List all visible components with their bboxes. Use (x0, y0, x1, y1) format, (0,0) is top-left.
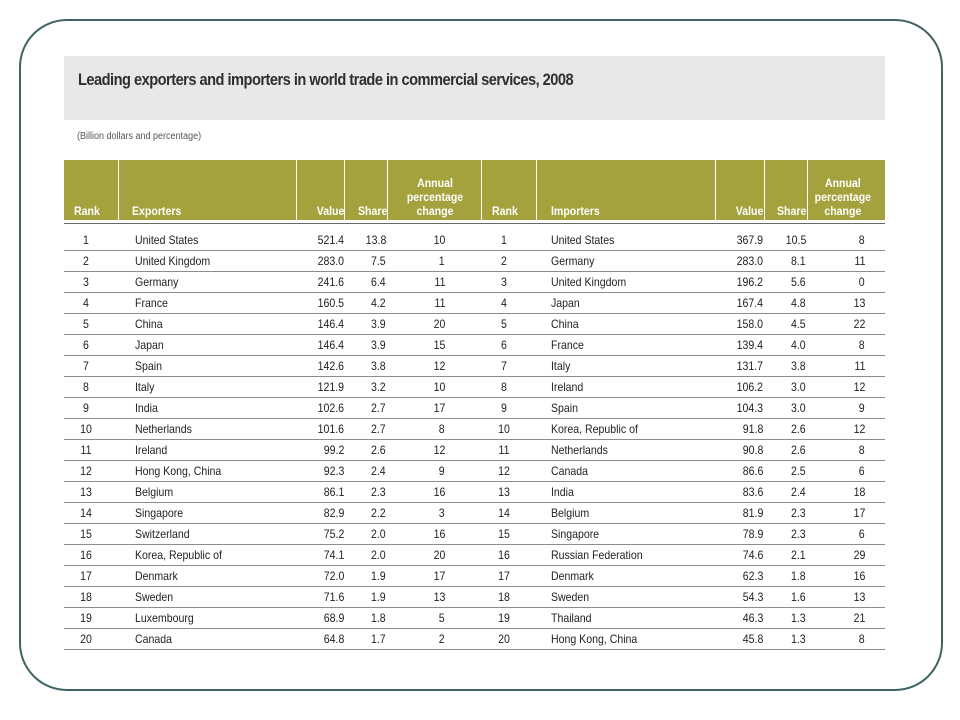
cell-import-rank: 12 (498, 464, 510, 478)
cell-export-value: 99.2 (323, 443, 344, 457)
cell-importer-name: Thailand (551, 611, 592, 625)
cell-import-change: 22 (853, 317, 865, 331)
cell-exporter-name: Canada (135, 632, 173, 646)
cell-export-value: 92.3 (323, 464, 344, 478)
cell-import-rank: 10 (498, 422, 510, 436)
cell-export-change: 16 (433, 527, 445, 541)
cell-import-change: 9 (859, 401, 865, 415)
table-row (64, 629, 885, 650)
table-row (64, 398, 885, 419)
cell-import-share: 3.0 (791, 380, 806, 394)
cell-import-share: 1.3 (791, 611, 806, 625)
cell-export-value: 82.9 (323, 506, 344, 520)
cell-export-share: 6.4 (371, 275, 386, 289)
header-share-exporters: Share (357, 204, 387, 218)
cell-import-change: 29 (853, 548, 865, 562)
cell-importer-name: Korea, Republic of (551, 422, 638, 436)
cell-export-value: 160.5 (317, 296, 344, 310)
cell-exporter-name: Luxembourg (135, 611, 194, 625)
cell-exporter-name: Korea, Republic of (135, 548, 222, 562)
cell-export-value: 68.9 (323, 611, 344, 625)
cell-importer-name: Russian Federation (551, 548, 643, 562)
cell-import-share: 2.6 (791, 422, 806, 436)
table-row (64, 524, 885, 545)
table-subtitle: (Billion dollars and percentage) (77, 131, 202, 142)
table-row (64, 314, 885, 335)
header-annual-line2: percentage (814, 190, 871, 204)
cell-import-change: 8 (859, 632, 865, 646)
table-row (64, 356, 885, 377)
cell-exporter-name: Ireland (135, 443, 168, 457)
cell-export-rank: 5 (83, 317, 89, 331)
cell-importer-name: India (551, 485, 574, 499)
cell-import-share: 4.8 (791, 296, 806, 310)
cell-importer-name: Denmark (551, 569, 594, 583)
header-rank-exporters: Rank (74, 204, 100, 218)
cell-import-share: 2.4 (791, 485, 806, 499)
cell-export-value: 521.4 (317, 233, 344, 247)
header-exporters: Exporters (132, 204, 182, 218)
cell-exporter-name: Hong Kong, China (135, 464, 222, 478)
cell-export-change: 9 (439, 464, 445, 478)
cell-import-value: 74.6 (742, 548, 763, 562)
cell-export-share: 3.8 (371, 359, 386, 373)
cell-export-value: 71.6 (323, 590, 344, 604)
cell-import-change: 8 (859, 233, 865, 247)
header-annual-line3: change (824, 204, 862, 218)
cell-exporter-name: Germany (135, 275, 179, 289)
cell-importer-name: Belgium (551, 506, 590, 520)
cell-import-value: 139.4 (736, 338, 763, 352)
cell-export-value: 142.6 (317, 359, 344, 373)
cell-import-rank: 9 (501, 401, 507, 415)
cell-exporter-name: Denmark (135, 569, 178, 583)
cell-import-share: 2.3 (791, 506, 806, 520)
cell-import-value: 167.4 (736, 296, 763, 310)
table-row (64, 293, 885, 314)
cell-export-change: 5 (439, 611, 445, 625)
cell-export-share: 3.2 (371, 380, 386, 394)
cell-export-share: 3.9 (371, 338, 386, 352)
cell-import-change: 17 (853, 506, 865, 520)
cell-export-share: 2.0 (371, 548, 386, 562)
cell-import-change: 21 (853, 611, 865, 625)
table-row (64, 272, 885, 293)
table-row (64, 461, 885, 482)
cell-import-change: 13 (853, 296, 865, 310)
table-row (64, 545, 885, 566)
cell-export-change: 11 (434, 296, 445, 310)
cell-importer-name: France (551, 338, 584, 352)
header-annual-line3: change (416, 204, 454, 218)
cell-export-share: 3.9 (371, 317, 386, 331)
cell-exporter-name: Japan (135, 338, 164, 352)
cell-import-rank: 13 (498, 485, 510, 499)
cell-import-value: 78.9 (742, 527, 763, 541)
table-row (64, 440, 885, 461)
cell-export-value: 241.6 (317, 275, 344, 289)
cell-importer-name: Netherlands (551, 443, 608, 457)
cell-export-share: 1.7 (371, 632, 386, 646)
cell-exporter-name: India (135, 401, 158, 415)
cell-exporter-name: Netherlands (135, 422, 192, 436)
cell-export-rank: 19 (80, 611, 92, 625)
cell-import-change: 0 (859, 275, 865, 289)
cell-export-rank: 20 (80, 632, 92, 646)
table-row (64, 566, 885, 587)
cell-export-change: 2 (439, 632, 445, 646)
cell-export-value: 72.0 (323, 569, 344, 583)
cell-exporter-name: United States (135, 233, 199, 247)
cell-export-value: 121.9 (317, 380, 344, 394)
cell-export-value: 146.4 (317, 338, 344, 352)
cell-export-value: 102.6 (317, 401, 344, 415)
cell-export-rank: 6 (83, 338, 89, 352)
cell-importer-name: Spain (551, 401, 579, 415)
cell-import-rank: 14 (498, 506, 510, 520)
cell-export-rank: 3 (83, 275, 89, 289)
cell-import-share: 4.0 (791, 338, 806, 352)
cell-import-value: 158.0 (736, 317, 763, 331)
cell-import-value: 81.9 (742, 506, 763, 520)
cell-export-change: 20 (433, 317, 445, 331)
cell-import-share: 3.8 (791, 359, 806, 373)
table-row (64, 335, 885, 356)
cell-export-rank: 7 (83, 359, 89, 373)
cell-importer-name: Germany (551, 254, 595, 268)
cell-importer-name: Canada (551, 464, 589, 478)
cell-export-rank: 16 (80, 548, 92, 562)
cell-export-share: 13.8 (365, 233, 386, 247)
cell-import-value: 45.8 (742, 632, 763, 646)
cell-export-share: 4.2 (371, 296, 386, 310)
cell-export-change: 17 (433, 401, 445, 415)
cell-import-value: 104.3 (736, 401, 763, 415)
cell-export-share: 7.5 (371, 254, 386, 268)
cell-export-change: 17 (433, 569, 445, 583)
cell-import-value: 46.3 (742, 611, 763, 625)
cell-export-share: 1.9 (371, 590, 386, 604)
cell-import-rank: 17 (498, 569, 510, 583)
cell-import-rank: 6 (501, 338, 507, 352)
header-importers: Importers (551, 204, 600, 218)
cell-export-rank: 15 (80, 527, 92, 541)
cell-export-change: 3 (439, 506, 445, 520)
cell-export-share: 2.2 (371, 506, 386, 520)
cell-export-rank: 10 (80, 422, 92, 436)
cell-importer-name: Singapore (551, 527, 600, 541)
header-annual-line2: percentage (406, 190, 464, 204)
cell-import-rank: 3 (501, 275, 507, 289)
cell-importer-name: Hong Kong, China (551, 632, 638, 646)
cell-importer-name: United States (551, 233, 615, 247)
cell-import-share: 2.1 (791, 548, 806, 562)
cell-import-change: 16 (853, 569, 865, 583)
cell-importer-name: China (551, 317, 579, 331)
cell-import-share: 1.3 (791, 632, 806, 646)
table-row (64, 419, 885, 440)
cell-export-rank: 2 (83, 254, 89, 268)
cell-import-rank: 1 (501, 233, 507, 247)
table-row (64, 587, 885, 608)
cell-export-change: 12 (433, 359, 445, 373)
cell-import-share: 2.3 (791, 527, 806, 541)
cell-import-rank: 19 (498, 611, 510, 625)
cell-import-share: 2.5 (791, 464, 806, 478)
cell-exporter-name: Singapore (135, 506, 184, 520)
cell-import-share: 2.6 (791, 443, 806, 457)
cell-import-rank: 5 (501, 317, 507, 331)
cell-export-change: 11 (434, 275, 445, 289)
cell-export-rank: 4 (83, 296, 89, 310)
header-cells (64, 160, 885, 220)
cell-import-value: 90.8 (742, 443, 763, 457)
cell-import-value: 54.3 (742, 590, 763, 604)
cell-export-share: 2.4 (371, 464, 386, 478)
cell-import-rank: 16 (498, 548, 510, 562)
cell-exporter-name: Spain (135, 359, 163, 373)
cell-export-rank: 14 (80, 506, 92, 520)
cell-export-value: 64.8 (323, 632, 344, 646)
cell-import-change: 6 (859, 527, 865, 541)
cell-import-change: 8 (859, 443, 865, 457)
cell-export-rank: 11 (80, 443, 92, 457)
cell-import-rank: 8 (501, 380, 507, 394)
cell-exporter-name: Sweden (135, 590, 174, 604)
cell-exporter-name: United Kingdom (135, 254, 211, 268)
cell-export-share: 2.6 (371, 443, 386, 457)
cell-import-rank: 2 (501, 254, 507, 268)
cell-import-value: 91.8 (742, 422, 763, 436)
cell-export-change: 20 (433, 548, 445, 562)
cell-importer-name: Japan (551, 296, 580, 310)
cell-import-change: 11 (854, 359, 865, 373)
header-annual-change-exporters (395, 176, 474, 218)
cell-export-rank: 8 (83, 380, 89, 394)
cell-import-change: 12 (853, 380, 865, 394)
cell-export-value: 101.6 (317, 422, 344, 436)
cell-import-rank: 4 (501, 296, 507, 310)
cell-export-change: 10 (433, 233, 445, 247)
cell-importer-name: Ireland (551, 380, 584, 394)
cell-import-value: 106.2 (736, 380, 763, 394)
table-row (64, 251, 885, 272)
cell-export-rank: 9 (83, 401, 89, 415)
cell-import-share: 1.8 (791, 569, 806, 583)
cell-export-value: 86.1 (323, 485, 344, 499)
cell-import-rank: 15 (498, 527, 510, 541)
cell-importer-name: United Kingdom (551, 275, 627, 289)
cell-import-change: 11 (854, 254, 865, 268)
cell-import-rank: 11 (498, 443, 510, 457)
cell-export-change: 12 (433, 443, 445, 457)
cell-export-share: 2.3 (371, 485, 386, 499)
cell-exporter-name: France (135, 296, 168, 310)
header-rule (64, 223, 885, 224)
header-value-exporters: Value (316, 204, 344, 218)
cell-import-change: 13 (853, 590, 865, 604)
cell-exporter-name: Italy (135, 380, 155, 394)
cell-export-share: 2.0 (371, 527, 386, 541)
cell-export-rank: 17 (80, 569, 92, 583)
cell-import-change: 6 (859, 464, 865, 478)
cell-import-value: 83.6 (742, 485, 763, 499)
header-share-importers: Share (776, 204, 806, 218)
cell-export-value: 146.4 (317, 317, 344, 331)
cell-export-rank: 12 (80, 464, 92, 478)
header-annual-line1: Annual (824, 176, 861, 190)
cell-importer-name: Italy (551, 359, 571, 373)
cell-import-value: 131.7 (736, 359, 763, 373)
cell-export-share: 1.8 (371, 611, 386, 625)
table-row (64, 230, 885, 251)
cell-import-change: 8 (859, 338, 865, 352)
cell-export-value: 74.1 (323, 548, 344, 562)
table-row (64, 482, 885, 503)
cell-export-rank: 1 (83, 233, 89, 247)
header-value-importers: Value (735, 204, 763, 218)
cell-export-change: 13 (433, 590, 445, 604)
cell-export-value: 75.2 (323, 527, 344, 541)
cell-export-rank: 13 (80, 485, 92, 499)
cell-export-change: 10 (433, 380, 445, 394)
cell-exporter-name: Belgium (135, 485, 174, 499)
cell-import-share: 1.6 (791, 590, 806, 604)
cell-import-rank: 20 (498, 632, 510, 646)
cell-import-share: 3.0 (791, 401, 806, 415)
cell-import-change: 18 (853, 485, 865, 499)
cell-import-rank: 18 (498, 590, 510, 604)
cell-exporter-name: Switzerland (135, 527, 190, 541)
cell-import-value: 86.6 (742, 464, 763, 478)
cell-import-value: 62.3 (742, 569, 763, 583)
cell-export-value: 283.0 (317, 254, 344, 268)
cell-exporter-name: China (135, 317, 163, 331)
cell-import-value: 367.9 (736, 233, 763, 247)
cell-export-change: 1 (439, 254, 445, 268)
cell-export-rank: 18 (80, 590, 92, 604)
table-row (64, 608, 885, 629)
cell-export-share: 2.7 (371, 422, 386, 436)
header-annual-line1: Annual (417, 176, 453, 190)
cell-import-share: 10.5 (785, 233, 806, 247)
cell-export-share: 1.9 (371, 569, 386, 583)
cell-import-value: 196.2 (736, 275, 763, 289)
table-row (64, 377, 885, 398)
cell-export-change: 15 (433, 338, 445, 352)
table-row (64, 503, 885, 524)
cell-import-share: 8.1 (791, 254, 806, 268)
cell-export-share: 2.7 (371, 401, 386, 415)
cell-import-share: 5.6 (791, 275, 806, 289)
table-title: Leading exporters and importers in world trade in commercial services, 2008 (78, 70, 574, 89)
cell-import-rank: 7 (501, 359, 507, 373)
cell-export-change: 16 (433, 485, 445, 499)
header-annual-change-importers (815, 176, 871, 218)
cell-export-change: 8 (439, 422, 445, 436)
cell-import-change: 12 (853, 422, 865, 436)
header-rank-importers: Rank (492, 204, 518, 218)
cell-import-value: 283.0 (736, 254, 763, 268)
cell-import-share: 4.5 (791, 317, 806, 331)
cell-importer-name: Sweden (551, 590, 590, 604)
